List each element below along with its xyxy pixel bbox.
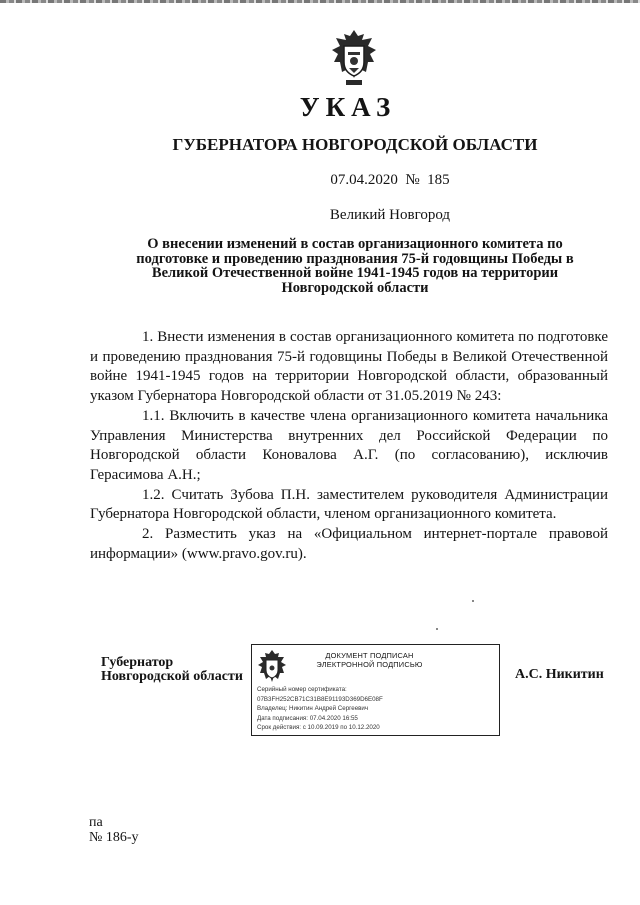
date-number-line xyxy=(70,172,640,189)
issuer: ГУБЕРНАТОРА НОВГОРОДСКОЙ ОБЛАСТИ xyxy=(172,135,538,154)
paragraph-2: 2. Разместить указ на «Официальном интернет-портале правовой информации» (www.pravo.gov.ru). xyxy=(90,526,608,562)
issue-date: 07.04.2020 xyxy=(330,172,398,188)
stamp-heading-line-2: ЭЛЕКТРОННОЙ ПОДПИСЬЮ xyxy=(316,660,423,669)
signatory-position xyxy=(101,656,243,684)
seal-emblem-icon xyxy=(257,649,287,683)
certificate-details xyxy=(257,685,383,733)
stamp-heading xyxy=(302,651,437,669)
document-body xyxy=(90,328,608,564)
paragraph-1-2: 1.2. Считать Зубова П.Н. заместителем руководителя Администрации Губернатора Новгородской области, членом организационного комитета. xyxy=(90,486,608,523)
signing-date: Дата подписания: 07.04.2020 16:55 xyxy=(257,714,358,722)
certificate-validity: Срок действия: с 10.09.2019 по 10.12.2020 xyxy=(257,724,380,731)
stamp-heading-line-1: ДОКУМЕНТ ПОДПИСАН xyxy=(325,651,414,660)
paragraph-1: 1. Внести изменения в состав организационного комитета по подготовке и проведению празднования 75-й годовщины Победы в Великой Отечественной войне 1941-1945 годов на территории Новгородской области, образованный указом Губернатора Новгородской области от 31.05.2019 № 243: xyxy=(90,329,608,405)
certificate-label: Серийный номер сертификата: xyxy=(257,686,347,693)
scan-speck xyxy=(436,628,438,630)
certificate-serial: 07B3FH252CB71C31B8E91193D369D6E08F xyxy=(257,695,383,703)
position-line-1: Губернатор xyxy=(101,655,174,670)
city: Великий Новгород xyxy=(329,207,451,223)
executor-initials: па xyxy=(89,815,103,830)
coat-of-arms-icon xyxy=(328,28,380,88)
number-label: № xyxy=(405,172,420,188)
electronic-signature-stamp xyxy=(251,644,500,736)
registration-number: № 186-у xyxy=(89,830,139,845)
document-type: УКАЗ xyxy=(299,92,397,122)
paragraph-1-1: 1.1. Включить в качестве члена организационного комитета начальника Управления Министерства внутренних дел Российской Федерации по Новгородской области Коновалова А.Г. (по согласованию), исключив Герасимова А.Н.; xyxy=(90,407,608,483)
document-title: О внесении изменений в состав организационного комитета по подготовке и проведению празднования 75-й годовщины Победы в Великой Отечественной войне 1941-1945 годов на территории Новгородской области xyxy=(136,236,574,296)
footer-reference xyxy=(89,815,139,845)
scan-top-edge xyxy=(0,0,640,3)
scan-speck xyxy=(472,600,474,602)
certificate-owner: Владелец: Никитин Андрей Сергеевич xyxy=(257,705,369,712)
document-number: 185 xyxy=(427,172,450,188)
position-line-2: Новгородской области xyxy=(101,669,243,684)
signatory-name: А.С. Никитин xyxy=(515,667,604,682)
